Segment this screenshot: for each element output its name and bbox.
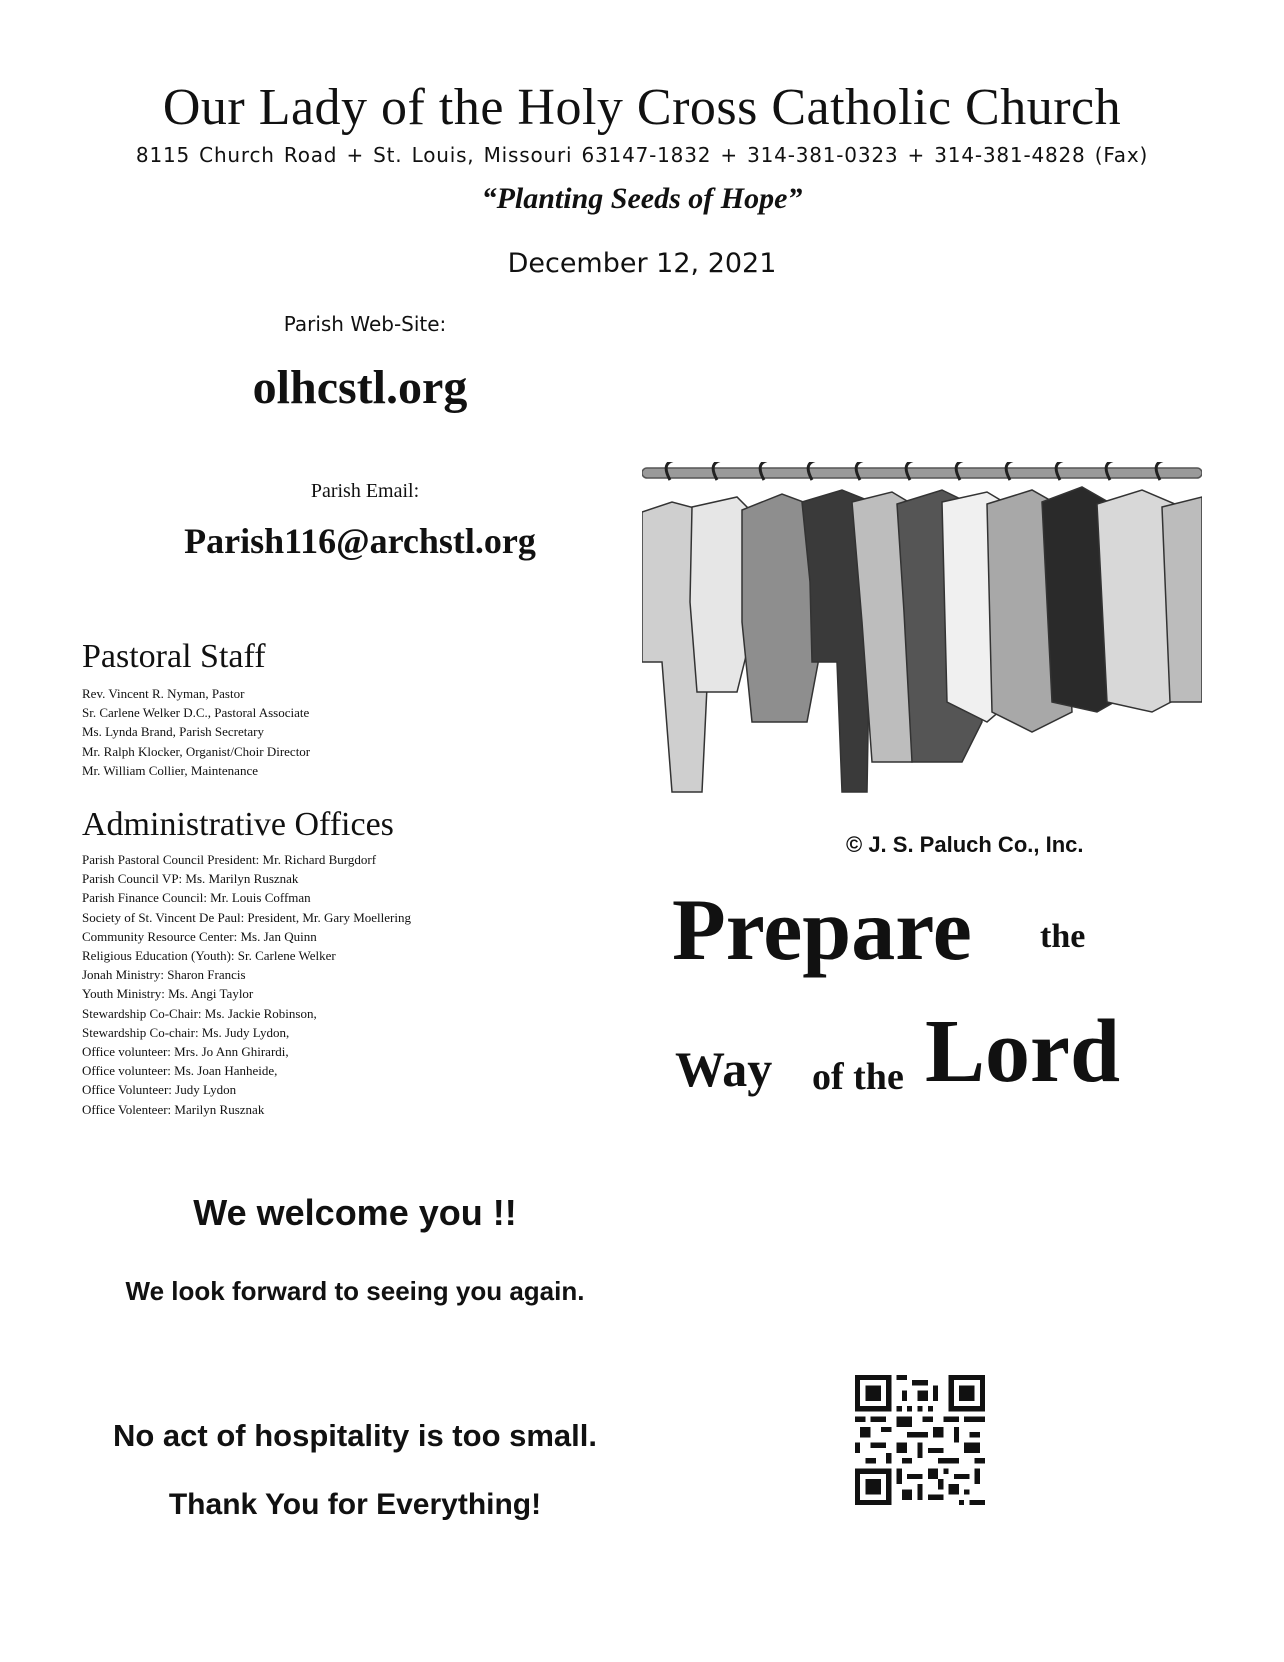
look-forward-message: We look forward to seeing you again. bbox=[125, 1276, 585, 1306]
list-item: Stewardship Co-chair: Ms. Judy Lydon, bbox=[82, 1024, 290, 1040]
administrative-offices-list bbox=[82, 850, 411, 1119]
church-name: Our Lady of the Holy Cross Catholic Church bbox=[162, 79, 1122, 136]
list-item: Office Volunteer: Judy Lydon bbox=[82, 1082, 237, 1098]
theme-of-the: of the bbox=[812, 1056, 904, 1098]
church-address: 8115 Church Road + St. Louis, Missouri 63147-1832 + 314-381-0323 + 314-381-4828 (Fax) bbox=[135, 143, 1149, 167]
list-item: Sr. Carlene Welker D.C., Pastoral Associate bbox=[82, 705, 310, 721]
welcome-message: We welcome you !! bbox=[193, 1192, 517, 1233]
list-item: Community Resource Center: Ms. Jan Quinn bbox=[82, 928, 317, 944]
qr-code[interactable] bbox=[855, 1375, 985, 1505]
list-item: Youth Ministry: Ms. Angi Taylor bbox=[82, 986, 254, 1002]
email-label: Parish Email: bbox=[310, 480, 420, 502]
email-link[interactable]: Parish116@archstl.org bbox=[184, 521, 536, 561]
list-item: Parish Council VP: Ms. Marilyn Rusznak bbox=[82, 871, 299, 887]
pastoral-staff-heading: Pastoral Staff bbox=[82, 638, 266, 675]
image-copyright: © J. S. Paluch Co., Inc. bbox=[846, 832, 1084, 857]
theme-way: Way bbox=[675, 1041, 773, 1097]
bulletin-date: December 12, 2021 bbox=[507, 248, 777, 279]
list-item: Office volunteer: Ms. Joan Hanheide, bbox=[82, 1063, 278, 1079]
website-label: Parish Web-Site: bbox=[283, 312, 447, 336]
theme-the: the bbox=[1040, 918, 1086, 955]
pastoral-staff-list bbox=[82, 684, 310, 780]
list-item: Office volunteer: Mrs. Jo Ann Ghirardi, bbox=[82, 1044, 289, 1060]
list-item: Mr. William Collier, Maintenance bbox=[82, 762, 258, 778]
website-link[interactable]: olhcstl.org bbox=[252, 361, 468, 414]
theme-prepare: Prepare bbox=[672, 882, 972, 979]
administrative-offices-heading: Administrative Offices bbox=[82, 806, 394, 843]
list-item: Ms. Lynda Brand, Parish Secretary bbox=[82, 724, 264, 740]
hospitality-message: No act of hospitality is too small. bbox=[112, 1418, 597, 1453]
list-item: Rev. Vincent R. Nyman, Pastor bbox=[82, 686, 245, 701]
list-item: Mr. Ralph Klocker, Organist/Choir Director bbox=[82, 743, 311, 759]
list-item: Jonah Ministry: Sharon Francis bbox=[82, 967, 246, 983]
list-item: Religious Education (Youth): Sr. Carlene Welker bbox=[82, 948, 336, 964]
list-item: Parish Pastoral Council President: Mr. Richard Burgdorf bbox=[82, 852, 377, 867]
church-motto: “Planting Seeds of Hope” bbox=[481, 182, 803, 215]
theme-lord: Lord bbox=[925, 1002, 1121, 1101]
list-item: Stewardship Co-Chair: Ms. Jackie Robinson, bbox=[82, 1005, 317, 1021]
thank-you-message: Thank You for Everything! bbox=[168, 1488, 542, 1521]
clothes-rack-illustration bbox=[642, 462, 1202, 815]
list-item: Office Volenteer: Marilyn Rusznak bbox=[82, 1101, 265, 1117]
list-item: Society of St. Vincent De Paul: President, Mr. Gary Moellering bbox=[82, 909, 411, 925]
list-item: Parish Finance Council: Mr. Louis Coffman bbox=[82, 890, 311, 906]
